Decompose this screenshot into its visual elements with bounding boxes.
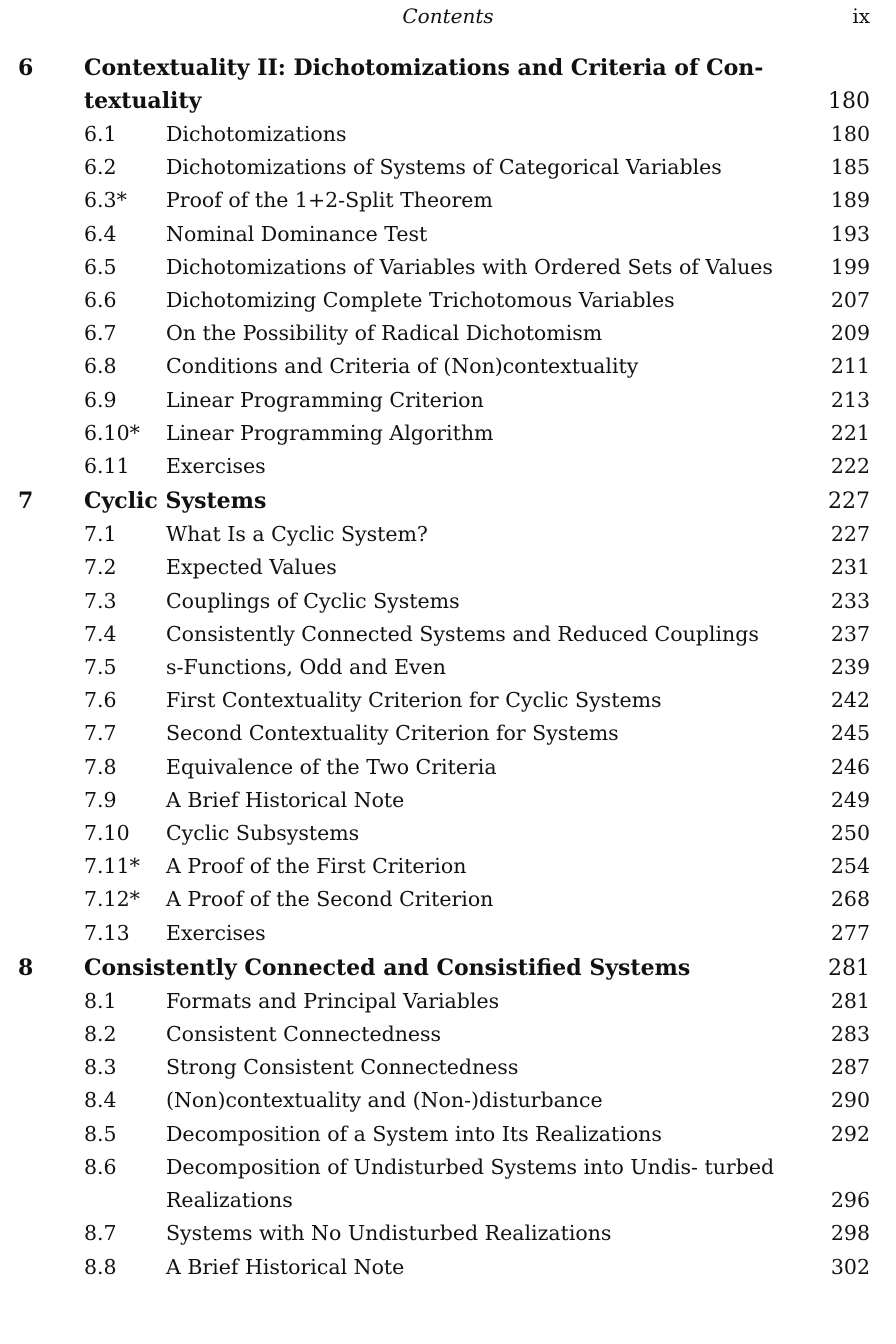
- toc-entry[interactable]: [0, 384, 896, 417]
- chapter-title: Consistently Connected and Consistified Systems: [84, 954, 691, 981]
- section-title: Equivalence of the Two Criteria: [166, 754, 497, 779]
- section-number: 7.7: [84, 721, 117, 746]
- section-number: 7.12*: [84, 887, 140, 912]
- chapter-title: Cyclic Systems: [84, 488, 267, 515]
- section-number: 6.4: [84, 221, 117, 246]
- section-page-number: 287: [830, 1055, 870, 1080]
- section-title: s-Functions, Odd and Even: [166, 655, 446, 680]
- section-number: 6.9: [84, 387, 117, 412]
- section-page-number: 211: [830, 354, 870, 379]
- toc-entry[interactable]: [0, 350, 896, 383]
- toc-entry[interactable]: [0, 551, 896, 584]
- section-number: 8.2: [84, 1022, 117, 1047]
- section-title: What Is a Cyclic System?: [166, 522, 428, 547]
- section-title: A Brief Historical Note: [166, 1254, 405, 1279]
- toc-entry[interactable]: [0, 717, 896, 750]
- section-number: 6.5: [84, 254, 117, 279]
- chapter-heading[interactable]: [0, 50, 896, 118]
- section-title: Dichotomizing Complete Trichotomous Variables: [166, 288, 675, 313]
- toc-entry[interactable]: [0, 985, 896, 1018]
- section-page-number: 250: [830, 821, 870, 846]
- section-page-number: 180: [830, 122, 870, 146]
- section-number: 7.13: [84, 920, 130, 945]
- section-page-number: 185: [830, 155, 870, 180]
- chapter-heading[interactable]: [0, 950, 896, 985]
- toc-entry[interactable]: [0, 618, 896, 651]
- section-page-number: 189: [830, 188, 870, 213]
- section-page-number: 242: [830, 688, 870, 713]
- chapter-number: 7: [18, 488, 34, 515]
- chapter-8: [0, 950, 896, 1284]
- section-title: Decomposition of a System into Its Realizations: [166, 1121, 662, 1146]
- toc-entry[interactable]: [0, 1051, 896, 1084]
- section-number: 8.7: [84, 1221, 117, 1246]
- section-page-number: 298: [830, 1221, 870, 1246]
- section-title: Second Contextuality Criterion for Systems: [166, 721, 619, 746]
- section-page-number: 246: [830, 754, 870, 779]
- section-page-number: 281: [830, 988, 870, 1013]
- section-number: 6.7: [84, 321, 117, 346]
- section-title: Proof of the 1+2-Split Theorem: [166, 188, 493, 213]
- section-number: 7.4: [84, 621, 117, 646]
- section-page-number: 277: [830, 920, 870, 945]
- section-number: 6.8: [84, 354, 117, 379]
- section-title: Strong Consistent Connectedness: [166, 1055, 519, 1080]
- section-number: 7.6: [84, 688, 117, 713]
- section-page-number: 221: [830, 420, 870, 445]
- chapter-heading[interactable]: [0, 483, 896, 518]
- section-title: Linear Programming Criterion: [166, 387, 484, 412]
- section-page-number: 254: [830, 854, 870, 879]
- page-header: [0, 0, 896, 40]
- section-page-number: 245: [830, 721, 870, 746]
- toc-entry[interactable]: [0, 184, 896, 217]
- toc-entry[interactable]: [0, 118, 896, 151]
- section-title: A Proof of the Second Criterion: [166, 887, 494, 912]
- toc-entry[interactable]: [0, 917, 896, 950]
- section-page-number: 213: [830, 387, 870, 412]
- page-number: ix: [852, 4, 870, 28]
- section-number: 6.1: [84, 122, 117, 146]
- chapter-number: 6: [18, 55, 34, 81]
- section-page-number: 296: [830, 1188, 870, 1213]
- section-title: Consistently Connected Systems and Reduced Couplings: [166, 621, 759, 646]
- section-title: Dichotomizations of Variables with Ordered Sets of Values: [166, 254, 773, 279]
- toc-entry[interactable]: [0, 1151, 896, 1217]
- chapter-number: 8: [18, 954, 34, 981]
- toc-entry[interactable]: [0, 585, 896, 618]
- section-number: 6.3*: [84, 188, 127, 213]
- section-title: Conditions and Criteria of (Non)contextuality: [166, 354, 639, 379]
- section-title: Exercises: [166, 454, 266, 479]
- section-number: 7.8: [84, 754, 117, 779]
- toc-entry[interactable]: [0, 751, 896, 784]
- section-title: Cyclic Subsystems: [166, 821, 360, 846]
- toc-entry[interactable]: [0, 284, 896, 317]
- table-of-contents: [0, 50, 896, 1284]
- running-title: Contents: [402, 4, 494, 28]
- section-title: Consistent Connectedness: [166, 1022, 442, 1047]
- toc-entry[interactable]: [0, 218, 896, 251]
- toc-entry[interactable]: [0, 251, 896, 284]
- section-number: 8.3: [84, 1055, 117, 1080]
- section-page-number: 233: [830, 588, 870, 613]
- section-title: On the Possibility of Radical Dichotomism: [166, 321, 603, 346]
- toc-entry[interactable]: [0, 883, 896, 916]
- toc-entry[interactable]: [0, 817, 896, 850]
- toc-entry[interactable]: [0, 1217, 896, 1250]
- section-page-number: 193: [830, 221, 870, 246]
- section-number: 8.8: [84, 1254, 117, 1279]
- section-title: Linear Programming Algorithm: [166, 420, 494, 445]
- chapter-page-number: 281: [828, 955, 870, 981]
- section-number: 7.5: [84, 655, 117, 680]
- section-title: A Proof of the First Criterion: [166, 854, 467, 879]
- section-title: Nominal Dominance Test: [166, 221, 428, 246]
- toc-entry[interactable]: [0, 784, 896, 817]
- toc-entry[interactable]: [0, 518, 896, 551]
- section-number: 8.5: [84, 1121, 117, 1146]
- section-number: 6.10*: [84, 420, 140, 445]
- chapter-page-number: 180: [828, 89, 870, 114]
- section-title: Decomposition of Undisturbed Systems into Undis- turbed Realizations: [166, 1154, 775, 1213]
- section-title: First Contextuality Criterion for Cyclic Systems: [166, 688, 662, 713]
- toc-entry[interactable]: [0, 1018, 896, 1051]
- section-title: A Brief Historical Note: [166, 787, 405, 812]
- section-page-number: 231: [830, 555, 870, 580]
- toc-entry[interactable]: [0, 651, 896, 684]
- section-title: Formats and Principal Variables: [166, 988, 500, 1013]
- section-number: 8.1: [84, 988, 117, 1013]
- section-page-number: 227: [830, 522, 870, 547]
- section-number: 8.6: [84, 1154, 117, 1179]
- toc-entry[interactable]: [0, 1251, 896, 1284]
- toc-entry[interactable]: [0, 317, 896, 350]
- section-title: Dichotomizations of Systems of Categorical Variables: [166, 155, 722, 180]
- toc-entry[interactable]: [0, 151, 896, 184]
- section-title: Exercises: [166, 920, 266, 945]
- chapter-page-number: 227: [828, 489, 870, 515]
- chapter-title: Contextuality II: Dichotomizations and Criteria of Con- textuality: [84, 55, 764, 114]
- section-page-number: 283: [830, 1022, 870, 1047]
- section-title: (Non)contextuality and (Non-)disturbance: [166, 1088, 603, 1113]
- section-title: Couplings of Cyclic Systems: [166, 588, 460, 613]
- section-page-number: 222: [830, 454, 870, 479]
- section-page-number: 302: [830, 1254, 870, 1279]
- section-title: Systems with No Undisturbed Realizations: [166, 1221, 612, 1246]
- section-title: Expected Values: [166, 555, 337, 580]
- section-page-number: 207: [830, 288, 870, 313]
- section-number: 6.11: [84, 454, 130, 479]
- section-number: 8.4: [84, 1088, 117, 1113]
- toc-entry[interactable]: [0, 1118, 896, 1151]
- section-page-number: 237: [830, 621, 870, 646]
- section-number: 6.6: [84, 288, 117, 313]
- section-page-number: 249: [830, 787, 870, 812]
- section-page-number: 290: [830, 1088, 870, 1113]
- chapter-6: [0, 50, 896, 483]
- toc-entry[interactable]: [0, 850, 896, 883]
- section-page-number: 199: [830, 254, 870, 279]
- section-number: 7.9: [84, 787, 117, 812]
- toc-entry[interactable]: [0, 417, 896, 450]
- section-number: 7.10: [84, 821, 130, 846]
- section-page-number: 292: [830, 1121, 870, 1146]
- section-number: 7.1: [84, 522, 117, 547]
- section-number: 6.2: [84, 155, 117, 180]
- section-page-number: 268: [830, 887, 870, 912]
- toc-entry[interactable]: [0, 684, 896, 717]
- section-page-number: 209: [830, 321, 870, 346]
- toc-entry[interactable]: [0, 1084, 896, 1117]
- section-title: Dichotomizations: [166, 122, 347, 146]
- toc-entry[interactable]: [0, 450, 896, 483]
- chapter-7: [0, 483, 896, 950]
- section-number: 7.3: [84, 588, 117, 613]
- section-number: 7.11*: [84, 854, 140, 879]
- section-page-number: 239: [830, 655, 870, 680]
- section-number: 7.2: [84, 555, 117, 580]
